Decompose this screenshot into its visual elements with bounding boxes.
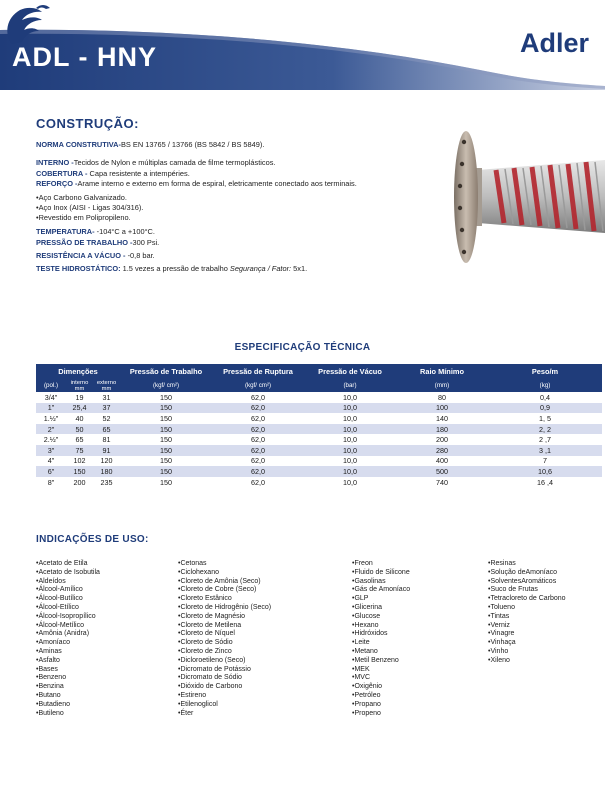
uso-list-col3 — [352, 560, 410, 718]
table-cell: 8" — [36, 477, 66, 488]
table-cell: 50 — [66, 424, 93, 435]
list-item: •Estireno — [178, 691, 207, 699]
list-item: •Cloreto de Amônia (Seco) — [178, 577, 261, 585]
table-row — [36, 434, 602, 445]
table-cell: 7 — [488, 456, 602, 467]
table-cell: 2 ,7 — [488, 434, 602, 445]
table-cell: 65 — [66, 434, 93, 445]
list-item: •Cloreto de Níquel — [178, 630, 235, 638]
uso-list-col1 — [36, 560, 100, 718]
table-cell: 3/4" — [36, 392, 66, 403]
list-item: •Butileno — [36, 709, 64, 717]
list-item: •Butano — [36, 691, 61, 699]
table-cell: 80 — [396, 392, 488, 403]
bullet-line: •Revestido em Polipropileno. — [36, 213, 131, 222]
temperatura-line: TEMPERATURA- -104°C a +100°C. — [36, 227, 155, 236]
table-cell: 280 — [396, 445, 488, 456]
list-item: •Suco de Frutas — [488, 586, 538, 594]
list-item: •Gasolinas — [352, 577, 386, 585]
bullet-line: •Aço Inox (AISI - Ligas 304/316). — [36, 203, 144, 212]
table-cell: 1.½" — [36, 413, 66, 424]
table-cell: 40 — [66, 413, 93, 424]
list-item: •Cloreto de Magnésio — [178, 612, 246, 620]
table-cell: 52 — [93, 413, 120, 424]
table-cell: 200 — [396, 434, 488, 445]
page-title: ADL - HNY — [12, 42, 158, 72]
list-item: •Dicloroetileno (Seco) — [178, 656, 246, 664]
table-cell: 150 — [120, 445, 212, 456]
list-item: •Bases — [36, 665, 58, 673]
list-item: •Glicerina — [352, 603, 383, 611]
table-cell: 75 — [66, 445, 93, 456]
col-header: Pressão de Ruptura — [212, 364, 304, 379]
table-cell: 62,0 — [212, 434, 304, 445]
table-cell: 10,0 — [304, 456, 396, 467]
list-item: •Cloreto de Sódio — [178, 639, 233, 647]
table-cell: 62,0 — [212, 456, 304, 467]
table-cell: 62,0 — [212, 466, 304, 477]
table-cell: 65 — [93, 424, 120, 435]
table-cell: 400 — [396, 456, 488, 467]
list-item: •Cloreto de Cobre (Seco) — [178, 586, 257, 594]
hose-product-image — [438, 128, 605, 268]
table-row — [36, 392, 602, 403]
construcao-heading: CONSTRUÇÃO: — [36, 116, 139, 131]
unit-header: (kgf/ cm²) — [120, 379, 212, 392]
pressao-line: PRESSÃO DE TRABALHO -300 Psi. — [36, 238, 160, 247]
table-row — [36, 424, 602, 435]
list-item: •Amônia (Anidra) — [36, 630, 90, 638]
table-cell: 10,0 — [304, 434, 396, 445]
list-item: •Álcool-Isopropílico — [36, 612, 96, 620]
table-row — [36, 445, 602, 456]
list-item: •MVC — [352, 674, 371, 682]
list-item: •Hidróxidos — [352, 630, 388, 638]
table-cell: 10,0 — [304, 403, 396, 414]
list-item: •Asfalto — [36, 656, 60, 664]
table-cell: 740 — [396, 477, 488, 488]
list-item: •Cloreto de Zinco — [178, 647, 232, 655]
eagle-logo-icon — [0, 0, 104, 50]
table-cell: 31 — [93, 392, 120, 403]
col-header: Peso/m — [488, 364, 602, 379]
table-cell: 180 — [93, 466, 120, 477]
col-header: Raio Mínimo — [396, 364, 488, 379]
table-cell: 81 — [93, 434, 120, 445]
table-cell: 120 — [93, 456, 120, 467]
list-item: •Cloreto Estânico — [178, 595, 232, 603]
list-item: •Álcool-Amílico — [36, 586, 83, 594]
table-row — [36, 466, 602, 477]
list-item: •Propano — [352, 700, 381, 708]
table-cell: 180 — [396, 424, 488, 435]
unit-header: (kgf/ cm²) — [212, 379, 304, 392]
table-cell: 91 — [93, 445, 120, 456]
list-item: •Fluido de Silicone — [352, 568, 410, 576]
teste-line: TESTE HIDROSTÁTICO: 1.5 vezes a pressão de trabalho Segurança / Fator: 5x1. — [36, 264, 308, 273]
table-cell: 140 — [396, 413, 488, 424]
norma-line: NORMA CONSTRUTIVA-BS EN 13765 / 13766 (BS 5842 / BS 5849). — [36, 140, 265, 149]
table-cell: 6" — [36, 466, 66, 477]
table-cell: 62,0 — [212, 392, 304, 403]
table-cell: 100 — [396, 403, 488, 414]
list-item: •Leite — [352, 639, 370, 647]
list-item: •SolventesAromáticos — [488, 577, 557, 585]
table-cell: 500 — [396, 466, 488, 477]
table-cell: 10,0 — [304, 392, 396, 403]
list-item: •Petróleo — [352, 691, 381, 699]
list-item: •Benzina — [36, 683, 64, 691]
list-item: •Acetato de Isobutila — [36, 568, 100, 576]
brand-name: Adler — [520, 28, 590, 58]
table-cell: 62,0 — [212, 477, 304, 488]
table-cell: 150 — [66, 466, 93, 477]
table-cell: 3 ,1 — [488, 445, 602, 456]
list-item: •Álcool-Etílico — [36, 603, 79, 611]
list-item: •Acetato de Etila — [36, 560, 88, 567]
table-cell: 19 — [66, 392, 93, 403]
table-cell: 1" — [36, 403, 66, 414]
list-item: •Cloreto de Metilena — [178, 621, 242, 629]
table-cell: 10,0 — [304, 424, 396, 435]
table-cell: 235 — [93, 477, 120, 488]
list-item: •Butadieno — [36, 700, 70, 708]
table-cell: 25,4 — [66, 403, 93, 414]
list-item: •Vinhaça — [488, 639, 516, 647]
list-item: •GLP — [352, 595, 369, 603]
list-item: •Álcool-Metílico — [36, 621, 84, 629]
table-cell: 10,6 — [488, 466, 602, 477]
list-item: •Propeno — [352, 709, 381, 717]
list-item: •Freon — [352, 560, 373, 567]
vacuo-line: RESISTÊNCIA A VÁCUO - -0,8 bar. — [36, 251, 155, 260]
table-cell: 0,4 — [488, 392, 602, 403]
table-cell: 150 — [120, 456, 212, 467]
table-row — [36, 413, 602, 424]
list-item: •Hexano — [352, 621, 379, 629]
list-item: •Cetonas — [178, 560, 207, 567]
table-cell: 16 ,4 — [488, 477, 602, 488]
col-header: Pressão de Trabalho — [120, 364, 212, 379]
list-item: •Tintas — [488, 612, 510, 620]
list-item: •Aminas — [36, 647, 62, 655]
spec-heading: ESPECIFICAÇÃO TÉCNICA — [234, 342, 371, 353]
list-item: •Resinas — [488, 560, 516, 567]
unit-header: (bar) — [304, 379, 396, 392]
unit-header: externo mm — [93, 379, 120, 392]
list-item: •Benzeno — [36, 674, 67, 682]
table-cell: 10,0 — [304, 413, 396, 424]
table-cell: 62,0 — [212, 413, 304, 424]
interno-line: INTERNO -Tecidos de Nylon e múltiplas camada de filme termoplásticos. — [36, 158, 276, 167]
table-cell: 150 — [120, 477, 212, 488]
list-item: •Ciclohexano — [178, 568, 219, 576]
list-item: •Gás de Amoníaco — [352, 586, 411, 594]
table-cell: 0,9 — [488, 403, 602, 414]
uso-list-col4 — [488, 560, 566, 666]
table-cell: 150 — [120, 424, 212, 435]
reforco-line: REFORÇO -Arame interno e externo em forma de espiral, eletricamente conectado aos terminais. — [36, 179, 357, 188]
table-cell: 150 — [120, 466, 212, 477]
header-banner — [0, 0, 605, 90]
list-item: •Oxigênio — [352, 683, 383, 691]
spec-table-body — [36, 392, 602, 487]
list-item: •Aldeídos — [36, 577, 66, 585]
table-cell: 150 — [120, 434, 212, 445]
table-cell: 62,0 — [212, 403, 304, 414]
list-item: •Xileno — [488, 656, 510, 664]
list-item: •Metil Benzeno — [352, 656, 399, 664]
list-item: •Dicromato de Potássio — [178, 665, 251, 673]
table-cell: 2.½" — [36, 434, 66, 445]
list-item: •Dicromato de Sódio — [178, 674, 242, 682]
spec-table — [36, 364, 602, 487]
list-item: •Glucose — [352, 612, 381, 620]
table-cell: 2" — [36, 424, 66, 435]
table-cell: 10,0 — [304, 477, 396, 488]
table-cell: 2, 2 — [488, 424, 602, 435]
table-cell: 1, 5 — [488, 413, 602, 424]
col-header: Pressão de Vácuo — [304, 364, 396, 379]
table-cell: 3" — [36, 445, 66, 456]
table-row — [36, 477, 602, 488]
unit-header: (mm) — [396, 379, 488, 392]
table-cell: 10,0 — [304, 445, 396, 456]
list-item: •Amoníaco — [36, 639, 70, 647]
uso-list-col2 — [178, 560, 271, 718]
list-item: •Solução deAmoníaco — [488, 568, 557, 576]
list-item: •Éter — [178, 709, 194, 717]
table-cell: 4" — [36, 456, 66, 467]
bullet-line: •Aço Carbono Galvanizado. — [36, 193, 127, 202]
list-item: •Vinagre — [488, 630, 515, 638]
table-cell: 200 — [66, 477, 93, 488]
table-row — [36, 456, 602, 467]
list-item: •MEK — [352, 665, 370, 673]
table-row — [36, 403, 602, 414]
uso-heading: INDICAÇÕES DE USO: — [36, 534, 149, 545]
unit-header: (kg) — [488, 379, 602, 392]
list-item: •Álcool-Butílico — [36, 595, 83, 603]
list-item: •Tolueno — [488, 603, 515, 611]
cobertura-line: COBERTURA - Capa resistente a intempéries. — [36, 168, 190, 178]
table-cell: 37 — [93, 403, 120, 414]
table-cell: 102 — [66, 456, 93, 467]
unit-header: interno mm — [66, 379, 93, 392]
table-cell: 10,0 — [304, 466, 396, 477]
list-item: •Verniz — [488, 621, 510, 629]
list-item: •Vinho — [488, 647, 509, 655]
list-item: •Cloreto de Hidrogênio (Seco) — [178, 603, 272, 611]
list-item: •Metano — [352, 647, 378, 655]
unit-header: (pol.) — [36, 379, 66, 392]
table-cell: 150 — [120, 392, 212, 403]
list-item: •Tetracloreto de Carbono — [488, 595, 566, 603]
table-cell: 150 — [120, 403, 212, 414]
table-cell: 150 — [120, 413, 212, 424]
list-item: •Dióxido de Carbono — [178, 683, 243, 691]
col-header: Dimenções — [36, 364, 120, 379]
list-item: •Etilenoglicol — [178, 700, 218, 708]
table-cell: 62,0 — [212, 445, 304, 456]
table-cell: 62,0 — [212, 424, 304, 435]
